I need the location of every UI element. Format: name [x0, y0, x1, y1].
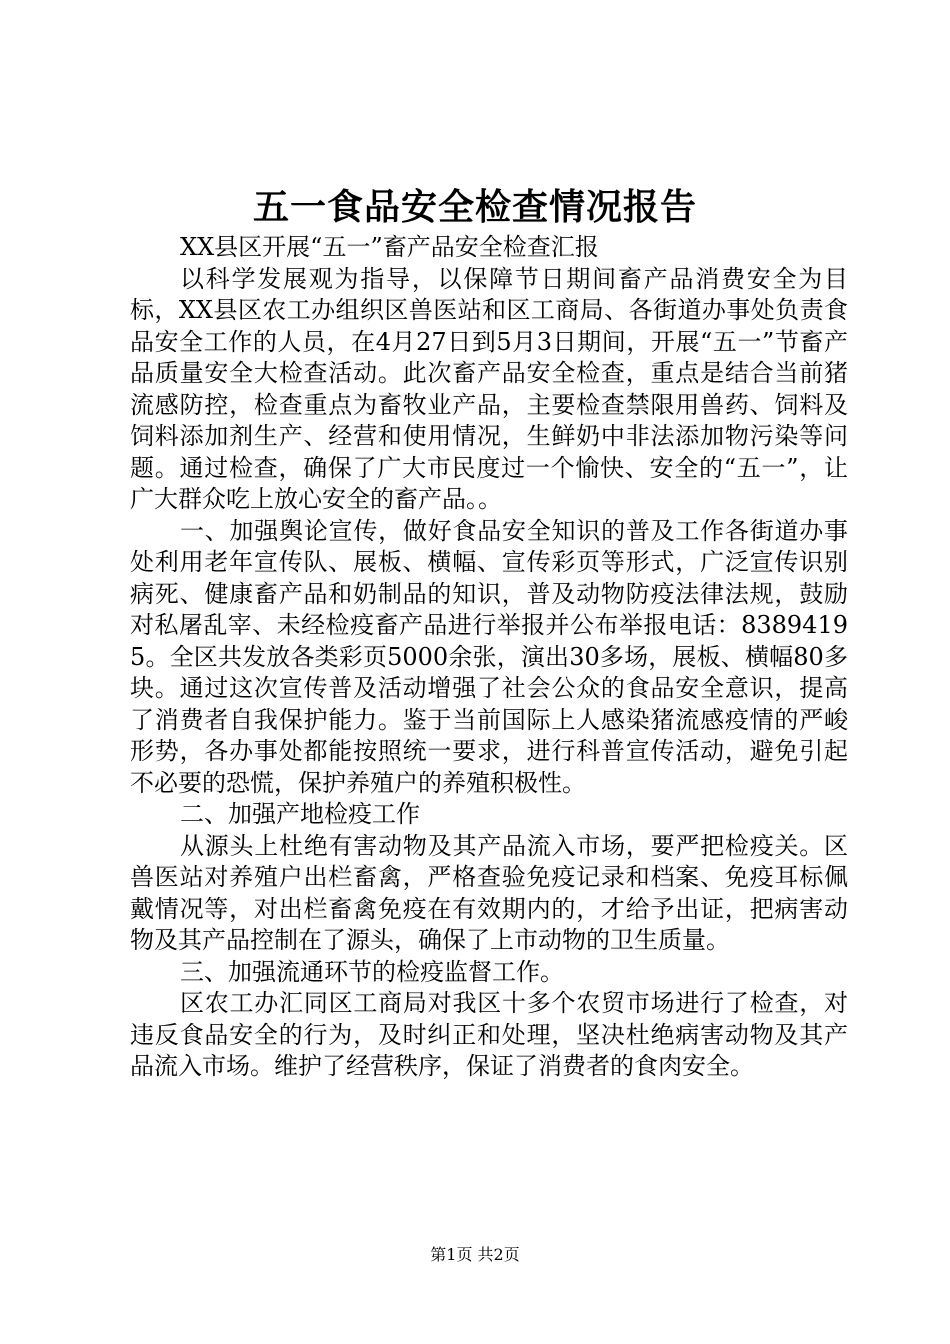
paragraph-section-3: 区农工办汇同区工商局对我区十多个农贸市场进行了检查，对违反食品安全的行为，及时纠正和处理，坚决杜绝病害动物及其产品流入市场。维护了经营秩序，保证了消费者的食肉安全。 [130, 989, 848, 1080]
paragraph-section-1: 一、加强舆论宣传，做好食品安全知识的普及工作各街道办事处利用老年宣传队、展板、横幅、宣传彩页等形式，广泛宣传识别病死、健康畜产品和奶制品的知识，普及动物防疫法律法规，鼓励对私屠乱宰、未经检疫畜产品进行举报并公布举报电话：83894195。全区共发放各类彩页5000余张，演出30多场，展板、横幅80多块。通过这次宣传普及活动增强了社会公众的食品安全意识，提高了消费者自我保护能力。鉴于当前国际上人感染猪流感疫情的严峻形势，各办事处都能按照统一要求，进行科普宣传活动，避免引起不必要的恐慌，保护养殖户的养殖积极性。 [130, 516, 848, 797]
paragraph-intro: 以科学发展观为指导，以保障节日期间畜产品消费安全为目标，XX县区农工办组织区兽医站和区工商局、各街道办事处负责食品安全工作的人员，在4月27日到5月3日期间，开展“五一”节畜产品质量安全大检查活动。此次畜产品安全检查，重点是结合当前猪流感防控，检查重点为畜牧业产品，主要检查禁限用兽药、饲料及饲料添加剂生产、经营和使用情况，生鲜奶中非法添加物污染等问题。通过检查，确保了广大市民度过一个愉快、安全的“五一”，让广大群众吃上放心安全的畜产品。。 [130, 264, 848, 513]
paragraph-section-2: 从源头上杜绝有害动物及其产品流入市场，要严把检疫关。区兽医站对养殖户出栏畜禽，严格查验免疫记录和档案、免疫耳标佩戴情况等，对出栏畜禽免疫在有效期内的，才给予出证，把病害动物及其产品控制在了源头，确保了上市动物的卫生质量。 [130, 831, 848, 954]
section-3-heading: 三、加强流通环节的检疫监督工作。 [180, 957, 564, 986]
paragraph-subtitle: XX县区开展“五一”畜产品安全检查汇报 [180, 233, 599, 261]
section-2-heading: 二、加强产地检疫工作 [180, 800, 420, 828]
document-title: 五一食品安全检查情况报告 [252, 186, 697, 228]
page-footer: 第1页 共2页 [430, 1245, 520, 1264]
document-body [130, 232, 848, 1083]
